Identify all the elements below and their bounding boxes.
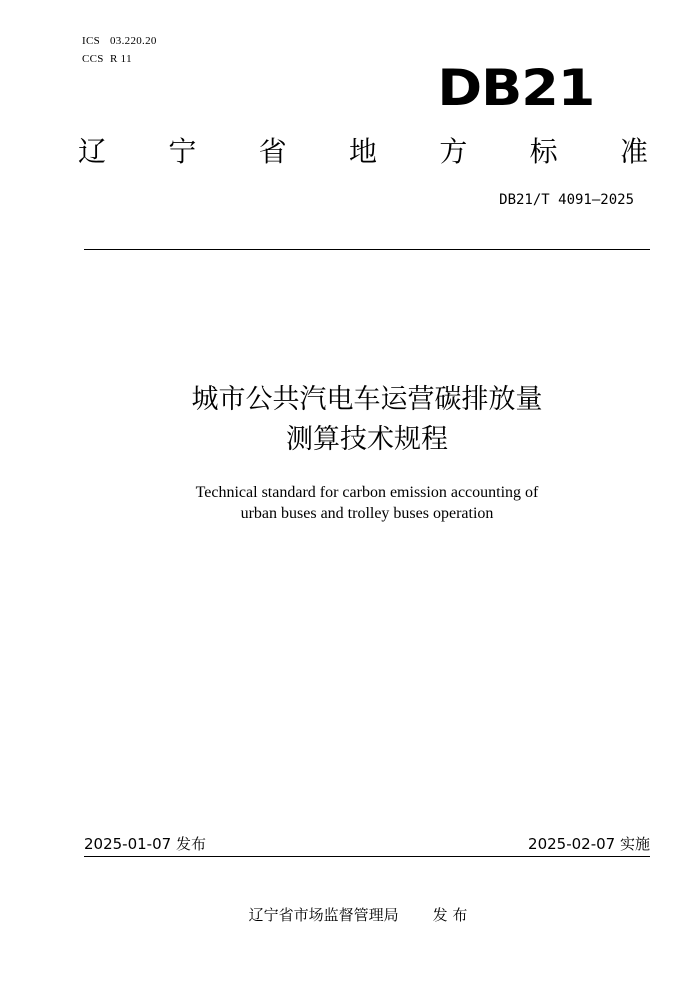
english-title-line1: Technical standard for carbon emission accounting of (195, 484, 539, 501)
bottom-divider (84, 856, 650, 857)
issuer-char: 方 (439, 135, 468, 168)
issuer-char: 宁 (168, 135, 197, 168)
english-title (0, 482, 700, 524)
chinese-title (0, 380, 700, 460)
ccs-classification (82, 52, 132, 66)
issuer-char: 省 (258, 135, 287, 168)
ics-code: 03.220.20 (110, 35, 157, 47)
issuer-char: 地 (348, 135, 377, 168)
standard-number: DB21/T 4091—2025 (499, 192, 634, 208)
english-title-line2: urban buses and trolley buses operation (240, 505, 494, 522)
chinese-title-line1: 城市公共汽电车运营碳排放量 (191, 384, 543, 415)
issuer-char: 辽 (78, 135, 107, 168)
publisher-line (0, 904, 700, 926)
db21-logo: DB21 (437, 59, 594, 117)
ics-classification (82, 34, 157, 48)
ics-label: ICS (82, 35, 101, 47)
publish-action: 发 布 (432, 906, 468, 924)
issuer-char: 标 (529, 135, 558, 168)
top-divider (84, 249, 650, 250)
effective-date: 2025-02-07 实施 (528, 835, 650, 853)
ccs-label: CCS (82, 53, 104, 65)
ccs-code: R 11 (110, 53, 132, 65)
publisher-name: 辽宁省市场监督管理局 (248, 906, 399, 924)
issue-date: 2025-01-07 发布 (84, 835, 206, 853)
chinese-title-line2: 测算技术规程 (286, 424, 448, 455)
issuer-char: 准 (619, 135, 648, 168)
issuer-title (78, 134, 648, 170)
